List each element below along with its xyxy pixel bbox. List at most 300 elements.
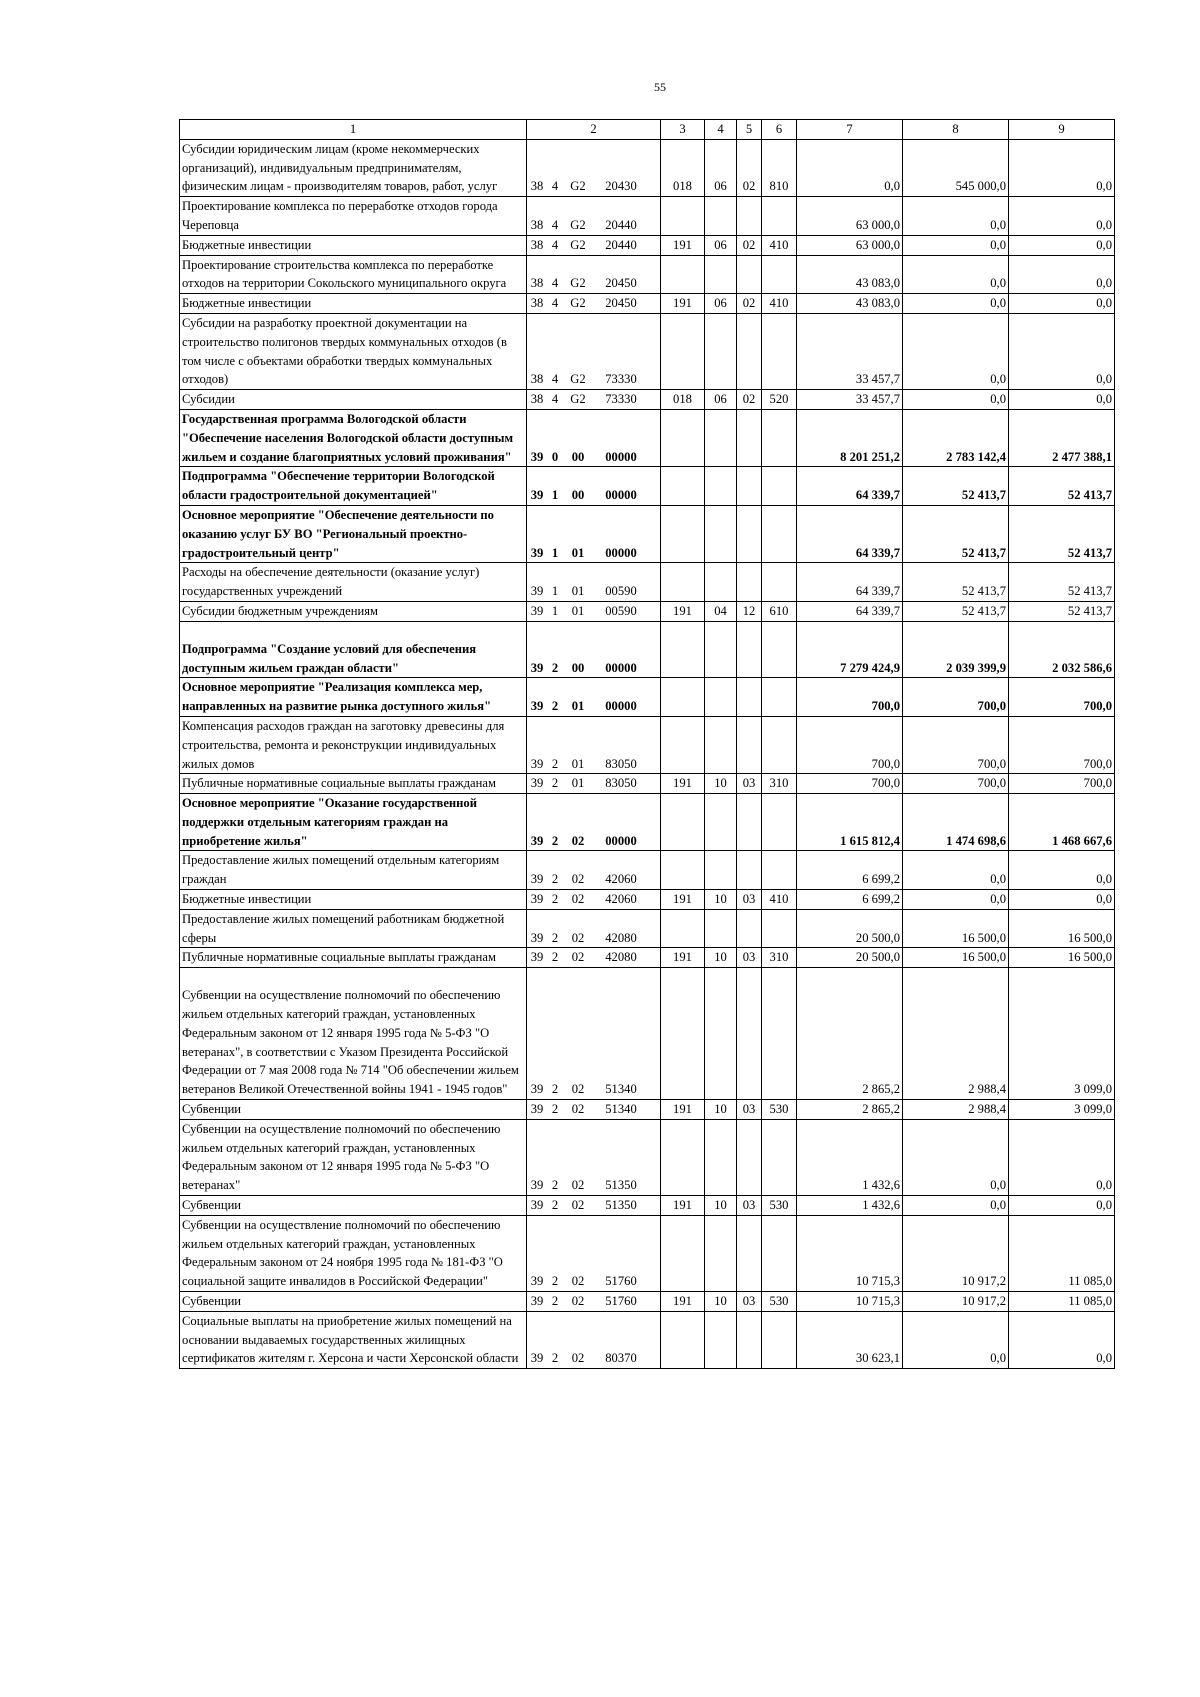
amount-col-9: 700,0 bbox=[1009, 716, 1115, 773]
expense-type-code bbox=[762, 968, 797, 1100]
subsection-code bbox=[737, 716, 762, 773]
section-code bbox=[705, 621, 737, 678]
grbs-code bbox=[661, 794, 705, 851]
code-program: 39 bbox=[530, 1102, 544, 1117]
amount-col-9: 3 099,0 bbox=[1009, 968, 1115, 1100]
section-code bbox=[705, 678, 737, 717]
target-article-code bbox=[527, 294, 661, 314]
code-subprogram: 2 bbox=[551, 1294, 559, 1309]
code-event: 02 bbox=[571, 892, 585, 907]
code-program: 38 bbox=[530, 392, 544, 407]
amount-col-9: 0,0 bbox=[1009, 255, 1115, 294]
expense-type-code: 530 bbox=[762, 1292, 797, 1312]
table-row bbox=[180, 1311, 1115, 1368]
target-article-code bbox=[527, 1119, 661, 1195]
table-row bbox=[180, 678, 1115, 717]
target-article-code bbox=[527, 235, 661, 255]
code-event: G2 bbox=[570, 392, 586, 407]
row-name: Основное мероприятие "Обеспечение деятельности по оказанию услуг БУ ВО "Региональный проектно-градостроительный центр" bbox=[180, 505, 527, 562]
code-direction: 00000 bbox=[605, 833, 637, 848]
code-subprogram: 2 bbox=[551, 660, 559, 675]
expense-type-code: 310 bbox=[762, 948, 797, 968]
code-event: G2 bbox=[570, 179, 586, 194]
amount-col-7: 2 865,2 bbox=[797, 1100, 903, 1120]
code-direction: 42080 bbox=[605, 950, 637, 965]
amount-col-8: 52 413,7 bbox=[903, 601, 1009, 621]
code-direction: 20440 bbox=[605, 217, 637, 232]
code-event: G2 bbox=[570, 296, 586, 311]
target-article-code bbox=[527, 890, 661, 910]
amount-col-7: 20 500,0 bbox=[797, 909, 903, 948]
code-event: 02 bbox=[571, 1274, 585, 1289]
code-direction: 00000 bbox=[605, 488, 637, 503]
code-event: 02 bbox=[571, 950, 585, 965]
amount-col-7: 1 432,6 bbox=[797, 1196, 903, 1216]
expense-type-code: 530 bbox=[762, 1196, 797, 1216]
row-name: Бюджетные инвестиции bbox=[180, 890, 527, 910]
header-cell: 5 bbox=[737, 120, 762, 140]
amount-col-8: 545 000,0 bbox=[903, 139, 1009, 196]
target-article-code bbox=[527, 505, 661, 562]
amount-col-9: 16 500,0 bbox=[1009, 948, 1115, 968]
amount-col-9: 700,0 bbox=[1009, 678, 1115, 717]
target-article-code bbox=[527, 563, 661, 602]
code-subprogram: 2 bbox=[551, 1178, 559, 1193]
section-code bbox=[705, 968, 737, 1100]
table-row bbox=[180, 467, 1115, 506]
code-direction: 00000 bbox=[605, 660, 637, 675]
table-row bbox=[180, 890, 1115, 910]
code-subprogram: 2 bbox=[551, 1274, 559, 1289]
amount-col-8: 10 917,2 bbox=[903, 1292, 1009, 1312]
code-program: 38 bbox=[530, 179, 544, 194]
grbs-code bbox=[661, 1215, 705, 1291]
subsection-code bbox=[737, 563, 762, 602]
section-code bbox=[705, 505, 737, 562]
amount-col-7: 700,0 bbox=[797, 774, 903, 794]
code-program: 39 bbox=[530, 660, 544, 675]
amount-col-8: 0,0 bbox=[903, 294, 1009, 314]
amount-col-7: 63 000,0 bbox=[797, 235, 903, 255]
table-row bbox=[180, 601, 1115, 621]
section-code bbox=[705, 1119, 737, 1195]
row-name: Проектирование строительства комплекса по переработке отходов на территории Сокольского муниципального округа bbox=[180, 255, 527, 294]
section-code: 10 bbox=[705, 948, 737, 968]
subsection-code: 03 bbox=[737, 774, 762, 794]
grbs-code: 191 bbox=[661, 235, 705, 255]
subsection-code: 03 bbox=[737, 1196, 762, 1216]
amount-col-9: 700,0 bbox=[1009, 774, 1115, 794]
code-subprogram: 0 bbox=[551, 449, 559, 464]
section-code bbox=[705, 1311, 737, 1368]
row-name: Субсидии бюджетным учреждениям bbox=[180, 601, 527, 621]
code-subprogram: 4 bbox=[551, 179, 559, 194]
subsection-code bbox=[737, 851, 762, 890]
amount-col-7: 1 615 812,4 bbox=[797, 794, 903, 851]
code-program: 39 bbox=[530, 833, 544, 848]
table-row bbox=[180, 621, 1115, 678]
code-program: 39 bbox=[530, 930, 544, 945]
amount-col-9: 0,0 bbox=[1009, 890, 1115, 910]
table-row bbox=[180, 716, 1115, 773]
code-subprogram: 2 bbox=[551, 1351, 559, 1366]
code-program: 39 bbox=[530, 1082, 544, 1097]
amount-col-9: 52 413,7 bbox=[1009, 601, 1115, 621]
section-code bbox=[705, 197, 737, 236]
target-article-code bbox=[527, 1215, 661, 1291]
target-article-code bbox=[527, 467, 661, 506]
code-event: 02 bbox=[571, 1351, 585, 1366]
code-subprogram: 1 bbox=[551, 488, 559, 503]
amount-col-7: 1 432,6 bbox=[797, 1119, 903, 1195]
target-article-code bbox=[527, 1100, 661, 1120]
amount-col-9: 16 500,0 bbox=[1009, 909, 1115, 948]
amount-col-9: 52 413,7 bbox=[1009, 467, 1115, 506]
row-name: Публичные нормативные социальные выплаты гражданам bbox=[180, 774, 527, 794]
amount-col-8: 0,0 bbox=[903, 255, 1009, 294]
amount-col-9: 52 413,7 bbox=[1009, 505, 1115, 562]
amount-col-8: 0,0 bbox=[903, 1196, 1009, 1216]
amount-col-9: 11 085,0 bbox=[1009, 1215, 1115, 1291]
grbs-code bbox=[661, 505, 705, 562]
code-program: 39 bbox=[530, 1351, 544, 1366]
section-code: 10 bbox=[705, 774, 737, 794]
code-event: 00 bbox=[571, 449, 585, 464]
code-program: 39 bbox=[530, 488, 544, 503]
code-event: 02 bbox=[571, 1198, 585, 1213]
grbs-code bbox=[661, 197, 705, 236]
expense-type-code bbox=[762, 1311, 797, 1368]
grbs-code: 191 bbox=[661, 1196, 705, 1216]
expense-type-code bbox=[762, 563, 797, 602]
code-program: 39 bbox=[530, 1198, 544, 1213]
amount-col-8: 10 917,2 bbox=[903, 1215, 1009, 1291]
subsection-code bbox=[737, 678, 762, 717]
grbs-code bbox=[661, 255, 705, 294]
amount-col-9: 0,0 bbox=[1009, 294, 1115, 314]
grbs-code bbox=[661, 968, 705, 1100]
code-program: 38 bbox=[530, 372, 544, 387]
expense-type-code bbox=[762, 197, 797, 236]
header-cell: 2 bbox=[527, 120, 661, 140]
amount-col-8: 700,0 bbox=[903, 716, 1009, 773]
subsection-code: 03 bbox=[737, 890, 762, 910]
subsection-code bbox=[737, 197, 762, 236]
amount-col-7: 64 339,7 bbox=[797, 505, 903, 562]
amount-col-9: 0,0 bbox=[1009, 313, 1115, 389]
target-article-code bbox=[527, 255, 661, 294]
section-code bbox=[705, 409, 737, 466]
grbs-code: 191 bbox=[661, 1292, 705, 1312]
expense-type-code bbox=[762, 467, 797, 506]
code-subprogram: 2 bbox=[551, 833, 559, 848]
table-row bbox=[180, 968, 1115, 1100]
code-program: 39 bbox=[530, 603, 544, 618]
code-subprogram: 4 bbox=[551, 372, 559, 387]
expense-type-code: 310 bbox=[762, 774, 797, 794]
target-article-code bbox=[527, 197, 661, 236]
code-subprogram: 1 bbox=[551, 584, 559, 599]
row-name: Субсидии юридическим лицам (кроме некоммерческих организаций), индивидуальным предпринимателям, физическим лицам - производителям товаров, работ, услуг bbox=[180, 139, 527, 196]
table-row bbox=[180, 948, 1115, 968]
code-event: 01 bbox=[571, 584, 585, 599]
code-subprogram: 2 bbox=[551, 930, 559, 945]
expense-type-code: 610 bbox=[762, 601, 797, 621]
row-name: Субвенции bbox=[180, 1292, 527, 1312]
expense-type-code: 410 bbox=[762, 235, 797, 255]
code-direction: 51760 bbox=[605, 1294, 637, 1309]
expense-type-code bbox=[762, 909, 797, 948]
amount-col-8: 0,0 bbox=[903, 1119, 1009, 1195]
amount-col-7: 700,0 bbox=[797, 716, 903, 773]
expense-type-code: 530 bbox=[762, 1100, 797, 1120]
table-row bbox=[180, 255, 1115, 294]
amount-col-9: 1 468 667,6 bbox=[1009, 794, 1115, 851]
table-row bbox=[180, 505, 1115, 562]
code-event: 01 bbox=[571, 756, 585, 771]
amount-col-9: 3 099,0 bbox=[1009, 1100, 1115, 1120]
expense-type-code bbox=[762, 313, 797, 389]
code-direction: 20440 bbox=[605, 237, 637, 252]
code-event: 02 bbox=[571, 1294, 585, 1309]
code-direction: 42060 bbox=[605, 872, 637, 887]
subsection-code: 02 bbox=[737, 390, 762, 410]
row-name: Подпрограмма "Обеспечение территории Вологодской области градостроительной документацией" bbox=[180, 467, 527, 506]
amount-col-8: 16 500,0 bbox=[903, 948, 1009, 968]
amount-col-8: 2 988,4 bbox=[903, 1100, 1009, 1120]
amount-col-7: 64 339,7 bbox=[797, 601, 903, 621]
row-name: Предоставление жилых помещений работникам бюджетной сферы bbox=[180, 909, 527, 948]
grbs-code bbox=[661, 1311, 705, 1368]
table-row bbox=[180, 1100, 1115, 1120]
code-subprogram: 2 bbox=[551, 756, 559, 771]
code-event: 00 bbox=[571, 488, 585, 503]
code-direction: 00000 bbox=[605, 545, 637, 560]
section-code: 06 bbox=[705, 235, 737, 255]
amount-col-8: 0,0 bbox=[903, 390, 1009, 410]
table-row bbox=[180, 909, 1115, 948]
target-article-code bbox=[527, 390, 661, 410]
code-program: 39 bbox=[530, 1178, 544, 1193]
subsection-code: 02 bbox=[737, 294, 762, 314]
row-name: Расходы на обеспечение деятельности (оказание услуг) государственных учреждений bbox=[180, 563, 527, 602]
amount-col-9: 11 085,0 bbox=[1009, 1292, 1115, 1312]
code-direction: 83050 bbox=[605, 756, 637, 771]
header-cell: 6 bbox=[762, 120, 797, 140]
row-name: Субсидии на разработку проектной документации на строительство полигонов твердых коммунальных отходов (в том числе с объектами обработки твердых коммунальных отходов) bbox=[180, 313, 527, 389]
section-code bbox=[705, 794, 737, 851]
amount-col-7: 30 623,1 bbox=[797, 1311, 903, 1368]
grbs-code bbox=[661, 909, 705, 948]
table-row bbox=[180, 563, 1115, 602]
subsection-code bbox=[737, 505, 762, 562]
expense-type-code bbox=[762, 255, 797, 294]
grbs-code bbox=[661, 563, 705, 602]
amount-col-7: 6 699,2 bbox=[797, 851, 903, 890]
amount-col-8: 700,0 bbox=[903, 774, 1009, 794]
section-code: 10 bbox=[705, 1196, 737, 1216]
page-number: 55 bbox=[654, 80, 666, 94]
target-article-code bbox=[527, 948, 661, 968]
subsection-code: 12 bbox=[737, 601, 762, 621]
amount-col-7: 10 715,3 bbox=[797, 1215, 903, 1291]
code-subprogram: 2 bbox=[551, 892, 559, 907]
code-direction: 51350 bbox=[605, 1178, 637, 1193]
subsection-code: 03 bbox=[737, 948, 762, 968]
code-subprogram: 2 bbox=[551, 1082, 559, 1097]
row-name: Подпрограмма "Создание условий для обеспечения доступным жильем граждан области" bbox=[180, 621, 527, 678]
target-article-code bbox=[527, 794, 661, 851]
row-name: Основное мероприятие "Реализация комплекса мер, направленных на развитие рынка доступного жилья" bbox=[180, 678, 527, 717]
code-program: 39 bbox=[530, 545, 544, 560]
grbs-code bbox=[661, 409, 705, 466]
grbs-code: 191 bbox=[661, 601, 705, 621]
code-program: 39 bbox=[530, 872, 544, 887]
expense-type-code: 410 bbox=[762, 890, 797, 910]
code-direction: 20450 bbox=[605, 296, 637, 311]
row-name: Субвенции на осуществление полномочий по обеспечению жильем отдельных категорий граждан, установленных Федеральным законом от 24 ноября 1995 года № 181-ФЗ "О социальной защите инвалидов в Российской Федерации" bbox=[180, 1215, 527, 1291]
code-program: 39 bbox=[530, 1274, 544, 1289]
amount-col-7: 64 339,7 bbox=[797, 563, 903, 602]
amount-col-7: 20 500,0 bbox=[797, 948, 903, 968]
code-program: 38 bbox=[530, 276, 544, 291]
amount-col-8: 2 039 399,9 bbox=[903, 621, 1009, 678]
amount-col-9: 52 413,7 bbox=[1009, 563, 1115, 602]
target-article-code bbox=[527, 409, 661, 466]
amount-col-9: 0,0 bbox=[1009, 390, 1115, 410]
code-subprogram: 1 bbox=[551, 603, 559, 618]
code-subprogram: 4 bbox=[551, 392, 559, 407]
code-event: 01 bbox=[571, 545, 585, 560]
budget-table bbox=[179, 119, 1115, 1369]
section-code: 10 bbox=[705, 1292, 737, 1312]
code-program: 39 bbox=[530, 584, 544, 599]
amount-col-8: 52 413,7 bbox=[903, 505, 1009, 562]
code-event: G2 bbox=[570, 372, 586, 387]
expense-type-code: 810 bbox=[762, 139, 797, 196]
table-row bbox=[180, 409, 1115, 466]
table-header-row bbox=[180, 120, 1115, 140]
section-code: 04 bbox=[705, 601, 737, 621]
header-cell: 4 bbox=[705, 120, 737, 140]
subsection-code bbox=[737, 1215, 762, 1291]
grbs-code: 018 bbox=[661, 139, 705, 196]
header-cell: 9 bbox=[1009, 120, 1115, 140]
target-article-code bbox=[527, 774, 661, 794]
target-article-code bbox=[527, 1292, 661, 1312]
amount-col-8: 0,0 bbox=[903, 313, 1009, 389]
code-event: 01 bbox=[571, 603, 585, 618]
subsection-code: 02 bbox=[737, 235, 762, 255]
target-article-code bbox=[527, 716, 661, 773]
row-name: Субсидии bbox=[180, 390, 527, 410]
amount-col-8: 52 413,7 bbox=[903, 467, 1009, 506]
subsection-code: 03 bbox=[737, 1292, 762, 1312]
code-program: 38 bbox=[530, 217, 544, 232]
code-direction: 00590 bbox=[605, 584, 637, 599]
table-row bbox=[180, 1215, 1115, 1291]
amount-col-8: 0,0 bbox=[903, 1311, 1009, 1368]
code-direction: 20430 bbox=[605, 179, 637, 194]
code-direction: 20450 bbox=[605, 276, 637, 291]
row-name: Субвенции на осуществление полномочий по обеспечению жильем отдельных категорий граждан, установленных Федеральным законом от 12 января 1995 года № 5-ФЗ "О ветеранах" bbox=[180, 1119, 527, 1195]
code-subprogram: 4 bbox=[551, 237, 559, 252]
code-event: 02 bbox=[571, 1178, 585, 1193]
row-name: Субвенции bbox=[180, 1100, 527, 1120]
code-direction: 51760 bbox=[605, 1274, 637, 1289]
grbs-code bbox=[661, 716, 705, 773]
expense-type-code bbox=[762, 716, 797, 773]
grbs-code: 191 bbox=[661, 1100, 705, 1120]
code-direction: 83050 bbox=[605, 776, 637, 791]
grbs-code bbox=[661, 467, 705, 506]
row-name: Государственная программа Вологодской области "Обеспечение населения Вологодской области доступным жильем и создание благоприятных условий проживания" bbox=[180, 409, 527, 466]
code-direction: 73330 bbox=[605, 392, 637, 407]
table-row bbox=[180, 139, 1115, 196]
code-direction: 51350 bbox=[605, 1198, 637, 1213]
header-cell: 3 bbox=[661, 120, 705, 140]
grbs-code: 191 bbox=[661, 294, 705, 314]
grbs-code bbox=[661, 621, 705, 678]
table-row bbox=[180, 313, 1115, 389]
amount-col-7: 2 865,2 bbox=[797, 968, 903, 1100]
target-article-code bbox=[527, 1311, 661, 1368]
subsection-code: 03 bbox=[737, 1100, 762, 1120]
code-subprogram: 2 bbox=[551, 1102, 559, 1117]
code-event: 02 bbox=[571, 872, 585, 887]
expense-type-code bbox=[762, 1215, 797, 1291]
amount-col-7: 0,0 bbox=[797, 139, 903, 196]
target-article-code bbox=[527, 1196, 661, 1216]
code-program: 39 bbox=[530, 776, 544, 791]
amount-col-8: 2 783 142,4 bbox=[903, 409, 1009, 466]
row-name: Публичные нормативные социальные выплаты гражданам bbox=[180, 948, 527, 968]
amount-col-9: 0,0 bbox=[1009, 235, 1115, 255]
subsection-code: 02 bbox=[737, 139, 762, 196]
table-row bbox=[180, 794, 1115, 851]
code-event: 02 bbox=[571, 930, 585, 945]
code-direction: 42080 bbox=[605, 930, 637, 945]
section-code bbox=[705, 909, 737, 948]
expense-type-code bbox=[762, 505, 797, 562]
amount-col-7: 63 000,0 bbox=[797, 197, 903, 236]
row-name: Бюджетные инвестиции bbox=[180, 235, 527, 255]
row-name: Бюджетные инвестиции bbox=[180, 294, 527, 314]
table-row bbox=[180, 774, 1115, 794]
amount-col-8: 52 413,7 bbox=[903, 563, 1009, 602]
code-program: 39 bbox=[530, 756, 544, 771]
amount-col-9: 2 032 586,6 bbox=[1009, 621, 1115, 678]
target-article-code bbox=[527, 678, 661, 717]
code-event: G2 bbox=[570, 237, 586, 252]
target-article-code bbox=[527, 851, 661, 890]
expense-type-code: 410 bbox=[762, 294, 797, 314]
code-direction: 42060 bbox=[605, 892, 637, 907]
amount-col-7: 6 699,2 bbox=[797, 890, 903, 910]
table-row bbox=[180, 1119, 1115, 1195]
subsection-code bbox=[737, 909, 762, 948]
code-subprogram: 1 bbox=[551, 545, 559, 560]
code-direction: 00000 bbox=[605, 699, 637, 714]
code-direction: 00590 bbox=[605, 603, 637, 618]
amount-col-7: 33 457,7 bbox=[797, 313, 903, 389]
amount-col-7: 43 083,0 bbox=[797, 255, 903, 294]
code-subprogram: 2 bbox=[551, 776, 559, 791]
code-subprogram: 2 bbox=[551, 699, 559, 714]
code-event: 02 bbox=[571, 833, 585, 848]
section-code: 06 bbox=[705, 294, 737, 314]
target-article-code bbox=[527, 313, 661, 389]
